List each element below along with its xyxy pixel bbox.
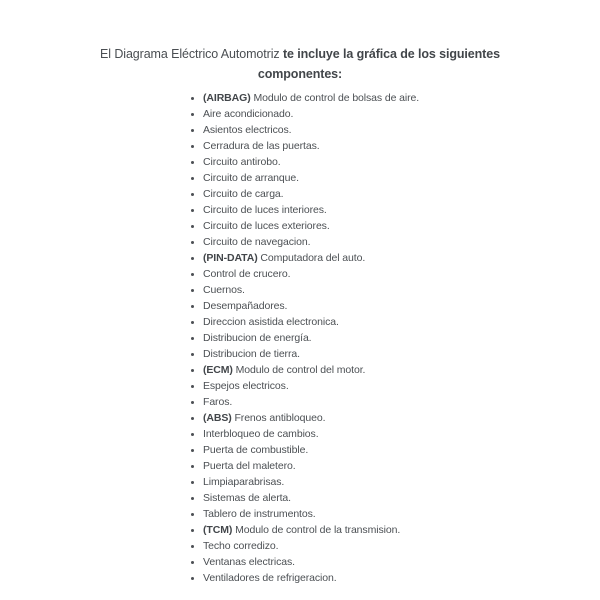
item-text: Circuito de arranque.: [203, 172, 299, 184]
item-text: Cerradura de las puertas.: [203, 140, 320, 152]
list-item: [190, 554, 520, 570]
list-item: [190, 266, 520, 282]
item-text: Circuito antirobo.: [203, 156, 281, 168]
components-list: [190, 90, 520, 586]
list-item: [190, 346, 520, 362]
list-item: [190, 522, 520, 538]
list-item: [190, 330, 520, 346]
item-text: Cuernos.: [203, 284, 245, 296]
item-text: Circuito de luces interiores.: [203, 204, 327, 216]
item-text: Modulo de control del motor.: [235, 364, 366, 376]
list-item: [190, 362, 520, 378]
item-text: Modulo de control de bolsas de aire.: [253, 92, 420, 104]
list-item: [190, 90, 520, 106]
item-text: Interbloqueo de cambios.: [203, 428, 319, 440]
page-title: [60, 44, 540, 84]
item-bold-prefix: (ABS): [203, 412, 235, 424]
list-item: [190, 474, 520, 490]
list-item: [190, 394, 520, 410]
item-text: Modulo de control de la transmision.: [235, 524, 401, 536]
list-item: [190, 138, 520, 154]
list-item: [190, 250, 520, 266]
item-text: Puerta de combustible.: [203, 444, 309, 456]
item-bold-prefix: (TCM): [203, 524, 236, 536]
list-item: [190, 122, 520, 138]
list-item: [190, 314, 520, 330]
list-item: [190, 490, 520, 506]
list-item: [190, 506, 520, 522]
item-text: Limpiaparabrisas.: [203, 476, 285, 488]
item-text: Ventanas electricas.: [203, 556, 295, 568]
item-bold-prefix: (ECM): [203, 364, 236, 376]
item-text: Ventiladores de refrigeracion.: [203, 572, 337, 584]
item-text: Computadora del auto.: [260, 252, 366, 264]
list-item: [190, 426, 520, 442]
item-text: Distribucion de energía.: [203, 332, 312, 344]
item-text: Tablero de instrumentos.: [203, 508, 316, 520]
item-text: Aire acondicionado.: [203, 108, 294, 120]
item-text: Sistemas de alerta.: [203, 492, 291, 504]
list-item: [190, 442, 520, 458]
list-item: [190, 202, 520, 218]
list-item: [190, 234, 520, 250]
item-text: Techo corredizo.: [203, 540, 279, 552]
item-text: Circuito de luces exteriores.: [203, 220, 330, 232]
list-item: [190, 186, 520, 202]
list-item: [190, 538, 520, 554]
item-text: Circuito de carga.: [203, 188, 284, 200]
item-bold-prefix: (PIN-DATA): [203, 252, 261, 264]
list-item: [190, 298, 520, 314]
list-item: [190, 106, 520, 122]
list-item: [190, 282, 520, 298]
list-item: [190, 570, 520, 586]
list-item: [190, 410, 520, 426]
item-bold-prefix: (AIRBAG): [203, 92, 254, 104]
list-item: [190, 170, 520, 186]
page-title-bold: te incluye la gráfica de los siguientes componentes:: [257, 47, 500, 81]
item-text: Puerta del maletero.: [203, 460, 296, 472]
list-item: [190, 378, 520, 394]
list-item: [190, 218, 520, 234]
list-item: [190, 154, 520, 170]
item-text: Frenos antibloqueo.: [234, 412, 326, 424]
item-text: Circuito de navegacion.: [203, 236, 311, 248]
item-text: Espejos electricos.: [203, 380, 289, 392]
list-item: [190, 458, 520, 474]
item-text: Desempañadores.: [203, 300, 288, 312]
page-title-regular: El Diagrama Eléctrico Automotriz: [100, 47, 283, 61]
item-text: Faros.: [203, 396, 233, 408]
item-text: Distribucion de tierra.: [203, 348, 300, 360]
item-text: Control de crucero.: [203, 268, 291, 280]
item-text: Direccion asistida electronica.: [203, 316, 339, 328]
item-text: Asientos electricos.: [203, 124, 292, 136]
